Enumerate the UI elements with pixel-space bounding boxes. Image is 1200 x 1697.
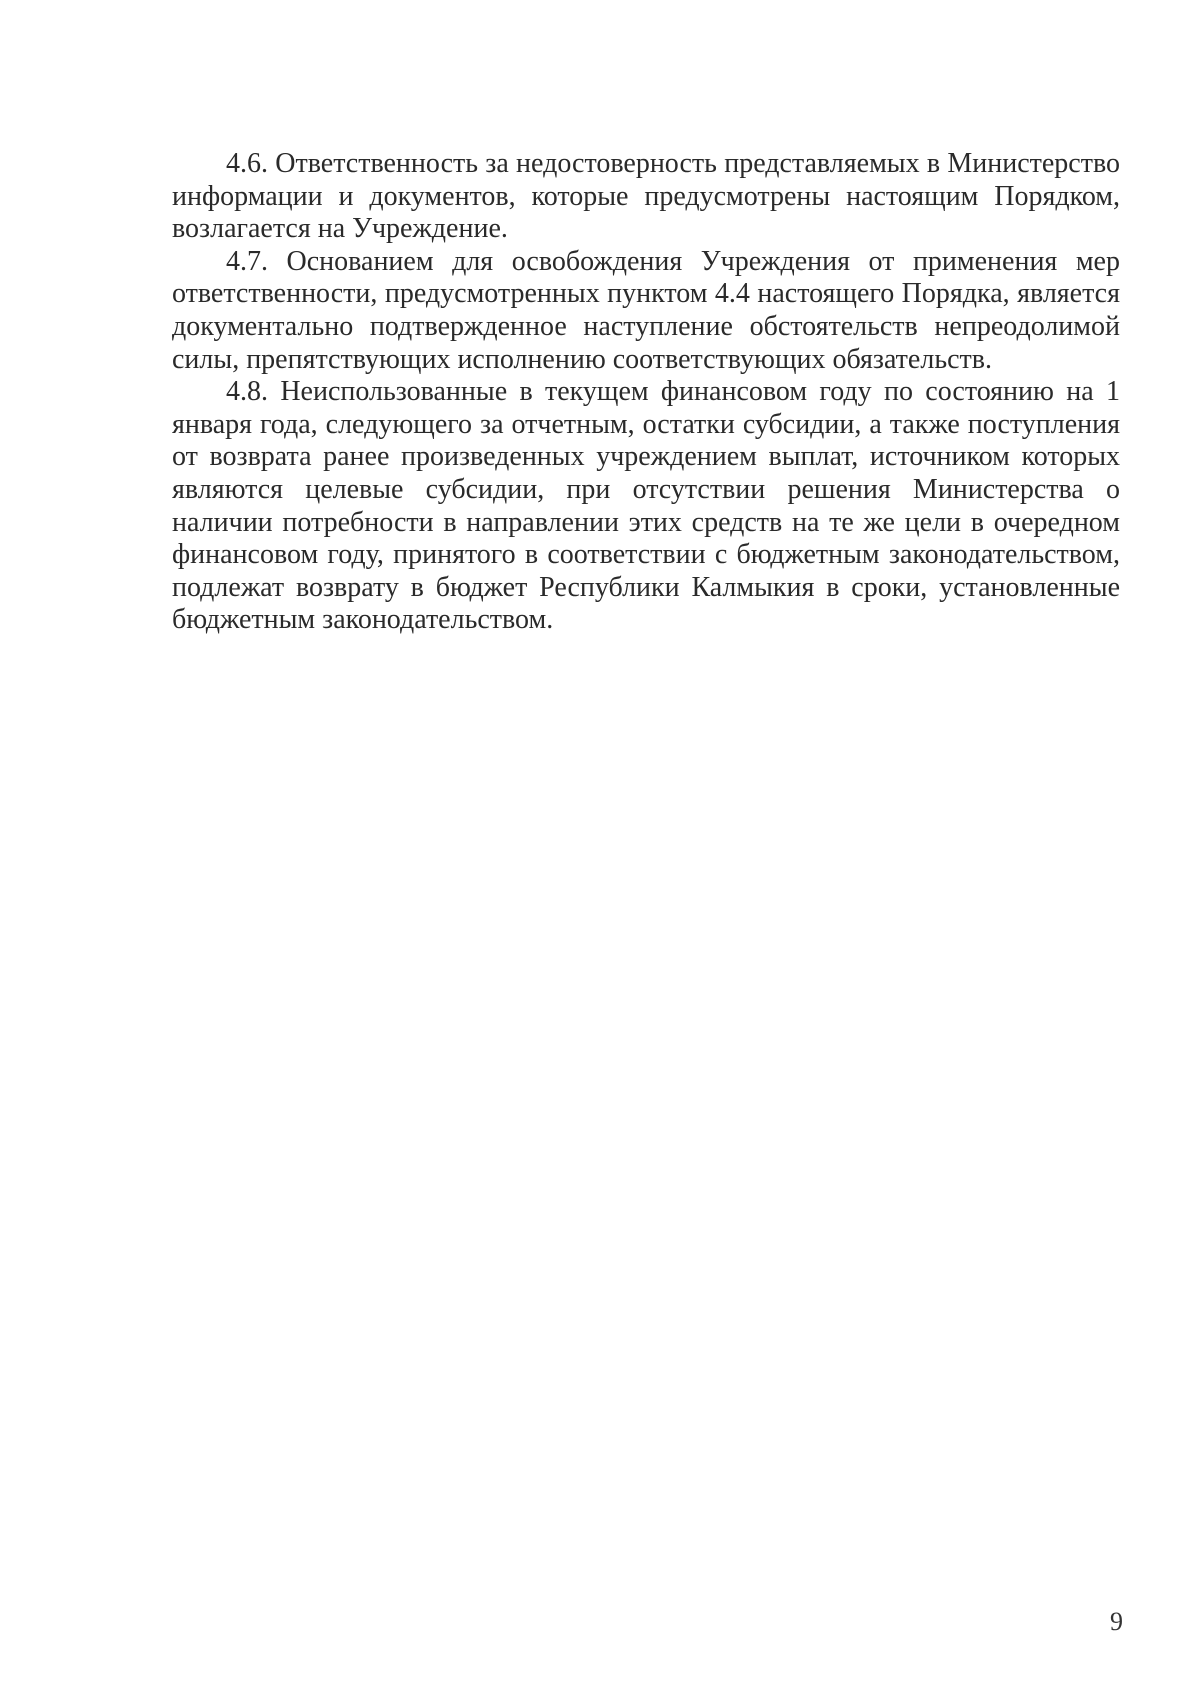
paragraph-4-7: 4.7. Основанием для освобождения Учреждения от применения мер ответственности, предусмотренных пунктом 4.4 настоящего Порядка, является документально подтвержденное наступление обстоятельств непреодолимой силы, препятствующих исполнению соответствующих обязательств. [172, 245, 1120, 375]
paragraph-4-8: 4.8. Неиспользованные в текущем финансовом году по состоянию на 1 января года, следующего за отчетным, остатки субсидии, а также поступления от возврата ранее произведенных учреждением выплат, источником которых являются целевые субсидии, при отсутствии решения Министерства о наличии потребности в направлении этих средств на те же цели в очередном финансовом году, принятого в соответствии с бюджетным законодательством, подлежат возврату в бюджет Республики Калмыкия в сроки, установленные бюджетным законодательством. [172, 376, 1120, 636]
page-number: 9 [1110, 1607, 1123, 1636]
document-body [172, 148, 1120, 637]
paragraph-4-6: 4.6. Ответственность за недостоверность представляемых в Министерство информации и документов, которые предусмотрены настоящим Порядком, возлагается на Учреждение. [172, 148, 1120, 245]
